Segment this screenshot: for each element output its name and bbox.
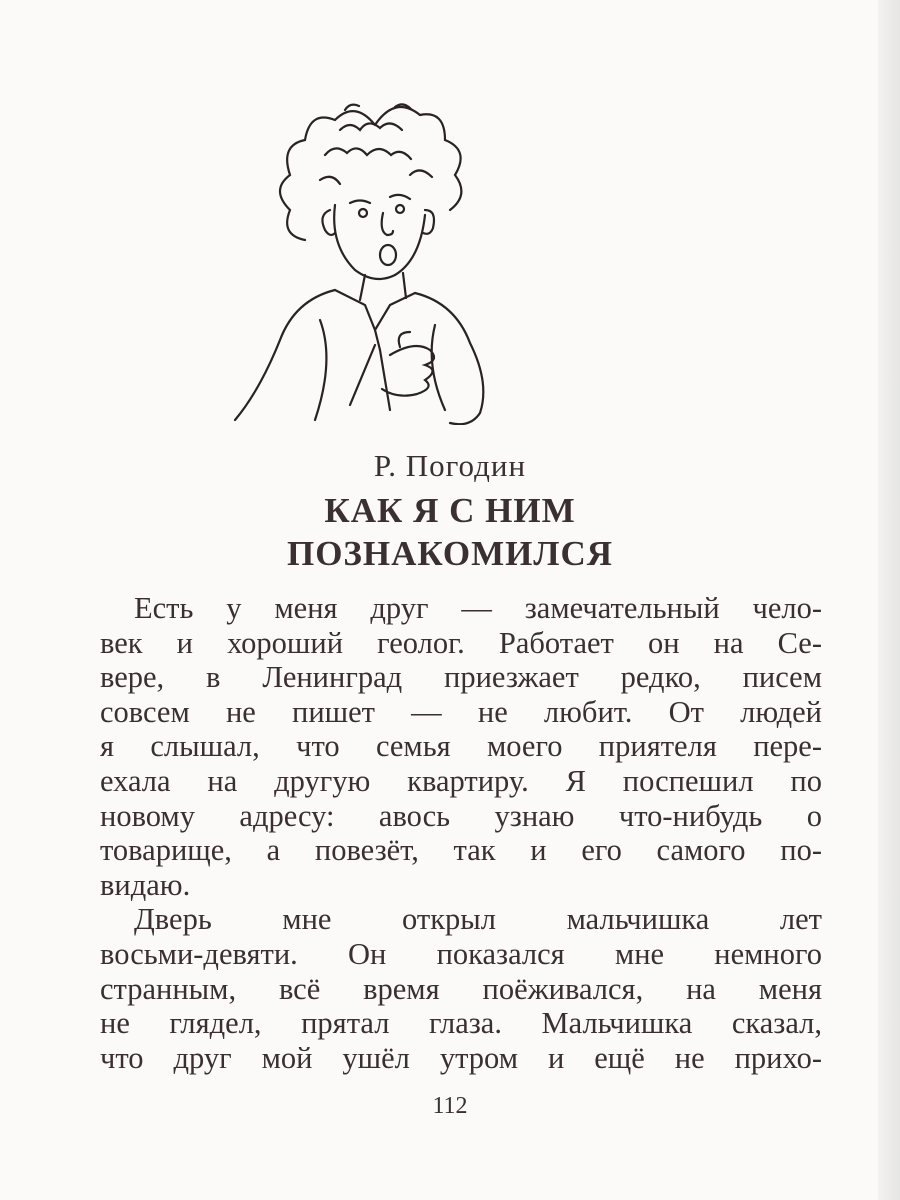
text-line: товарище, а повезёт, так и его самого по-	[100, 833, 822, 868]
text-line: век и хороший геолог. Работает он на Се-	[100, 625, 822, 660]
text-line: новому адресу: авось узнаю что-нибудь о	[100, 798, 822, 833]
boy-illustration	[225, 85, 525, 425]
text-line: восьми-девяти. Он показался мне немного	[100, 936, 822, 971]
text-line: вере, в Ленинград приезжает редко, писем	[100, 660, 822, 695]
text-line: ехала на другую квартиру. Я поспешил по	[100, 763, 822, 798]
story-title-line-2: ПОЗНАКОМИЛСЯ	[286, 534, 614, 573]
text-line: Есть у меня друг — замечательный чело-	[134, 591, 822, 625]
story-title-line-1: КАК Я С НИМ	[324, 491, 576, 530]
author-name: Р. Погодин	[373, 448, 527, 483]
text-line: не глядел, прятал глаза. Мальчишка сказал,	[100, 1006, 822, 1041]
story-body	[100, 591, 822, 1075]
text-line: Дверь мне открыл мальчишка лет	[134, 902, 822, 937]
text-line: видаю.	[100, 867, 191, 902]
text-line: я слышал, что семья моего приятеля пере-	[100, 729, 822, 764]
page-edge-shadow	[878, 0, 900, 1200]
text-line: совсем не пишет — не любит. От людей	[100, 694, 822, 729]
text-line: что друг мой ушёл утром и ещё не прихо-	[100, 1040, 822, 1075]
text-line: странным, всё время поёживался, на меня	[100, 971, 822, 1006]
page-number: 112	[432, 1093, 468, 1119]
